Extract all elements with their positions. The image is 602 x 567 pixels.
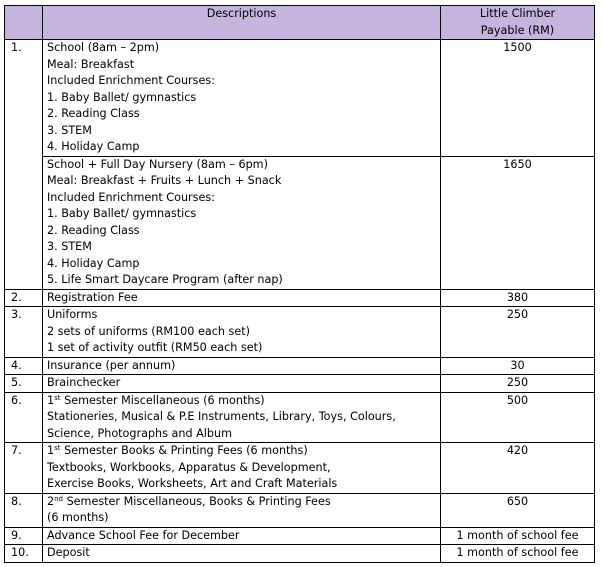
header-payable: [441, 6, 595, 40]
description-line: Included Enrichment Courses:: [47, 190, 215, 204]
table-row: [5, 527, 595, 545]
description-line: Stationeries, Musical & P.E Instruments, Library, Toys, Colours,: [47, 410, 396, 423]
table-row: [5, 493, 595, 527]
description-line: 1. Baby Ballet/ gymnastics: [47, 90, 197, 104]
description-line: School + Full Day Nursery (8am – 6pm): [47, 157, 268, 171]
row-payable: 1500: [441, 40, 595, 157]
description-first-line: [47, 393, 436, 410]
ordinal-number: 1: [47, 393, 55, 407]
fee-table-container: [4, 5, 594, 563]
table-row: [5, 375, 595, 393]
table-row: [5, 307, 595, 358]
row-description: [43, 156, 441, 289]
table-row: [5, 443, 595, 494]
description-line: Registration Fee: [47, 290, 138, 304]
row-number: 4.: [5, 357, 43, 375]
description-line: Exercise Books, Worksheets, Art and Craft Materials: [47, 477, 338, 490]
description-line: Advance School Fee for December: [47, 528, 240, 542]
description-line: Textbooks, Workbooks, Apparatus & Development,: [47, 460, 331, 474]
row-number: 6.: [5, 392, 43, 443]
description-line: Brainchecker: [47, 376, 121, 389]
description-line: 2. Reading Class: [47, 223, 140, 237]
row-number: 3.: [5, 307, 43, 358]
description-line: 4. Holiday Camp: [47, 256, 140, 270]
ordinal-number: 1: [47, 444, 55, 457]
row-number: 10.: [5, 545, 43, 563]
header-payable-line1: Little Climber: [479, 7, 556, 20]
row-description: [43, 40, 441, 157]
table-header-row: [5, 6, 595, 40]
description-line: School (8am – 2pm): [47, 41, 160, 54]
description-first-line: [47, 443, 436, 460]
ordinal-suffix: st: [54, 393, 61, 402]
row-description: [43, 357, 441, 375]
header-payable-line2: Payable (RM): [480, 23, 555, 37]
header-descriptions: Descriptions: [43, 6, 441, 40]
row-number: 5.: [5, 375, 43, 393]
row-description: [43, 493, 441, 527]
ordinal-suffix: nd: [54, 494, 64, 503]
row-number: 2.: [5, 289, 43, 307]
row-payable: 650: [441, 493, 595, 527]
row-description: [43, 289, 441, 307]
table-row: [5, 392, 595, 443]
row-payable: 1 month of school fee: [441, 527, 595, 545]
row-number: 8.: [5, 493, 43, 527]
description-line: 2. Reading Class: [47, 107, 140, 120]
description-line: Uniforms: [47, 308, 98, 321]
row-description: [43, 392, 441, 443]
row-description: [43, 545, 441, 563]
table-row: [5, 156, 595, 289]
description-line: Deposit: [47, 546, 90, 559]
row-payable: 420: [441, 443, 595, 494]
fee-table: [4, 5, 595, 563]
description-line: Science, Photographs and Album: [47, 426, 232, 440]
description-line: Included Enrichment Courses:: [47, 74, 215, 87]
row-description: [43, 307, 441, 358]
ordinal-number: 2: [47, 494, 55, 508]
row-payable: 250: [441, 375, 595, 393]
row-number: 1.: [5, 40, 43, 157]
description-line: 3. STEM: [47, 240, 92, 253]
ordinal-suffix: st: [54, 444, 61, 452]
row-description: [43, 527, 441, 545]
description-line: 1 set of activity outfit (RM50 each set): [47, 341, 263, 354]
row-description: [43, 375, 441, 393]
description-line: 5. Life Smart Daycare Program (after nap): [47, 273, 283, 286]
row-number: 7.: [5, 443, 43, 494]
description-line: Meal: Breakfast: [47, 57, 135, 71]
description-line: 2 sets of uniforms (RM100 each set): [47, 324, 250, 338]
description-first-line-text: Semester Books & Printing Fees (6 months): [60, 444, 308, 457]
row-payable: 250: [441, 307, 595, 358]
description-first-line-text: Semester Miscellaneous, Books & Printing Fees: [63, 494, 331, 508]
row-payable: 30: [441, 357, 595, 375]
description-line: Meal: Breakfast + Fruits + Lunch + Snack: [47, 174, 282, 187]
description-line: 4. Holiday Camp: [47, 140, 140, 153]
table-row: [5, 545, 595, 563]
table-row: [5, 357, 595, 375]
table-row: [5, 40, 595, 157]
description-line: 1. Baby Ballet/ gymnastics: [47, 207, 197, 220]
description-first-line-text: Semester Miscellaneous (6 months): [60, 393, 265, 407]
description-line: (6 months): [47, 511, 109, 524]
row-payable: 1 month of school fee: [441, 545, 595, 563]
description-line: Insurance (per annum): [47, 358, 176, 372]
row-payable: 1650: [441, 156, 595, 289]
header-number: [5, 6, 43, 40]
row-number: 9.: [5, 527, 43, 545]
table-row: [5, 289, 595, 307]
row-description: [43, 443, 441, 494]
row-payable: 380: [441, 289, 595, 307]
row-payable: 500: [441, 392, 595, 443]
description-first-line: [47, 494, 436, 511]
row-number: [5, 156, 43, 289]
description-line: 3. STEM: [47, 123, 92, 137]
